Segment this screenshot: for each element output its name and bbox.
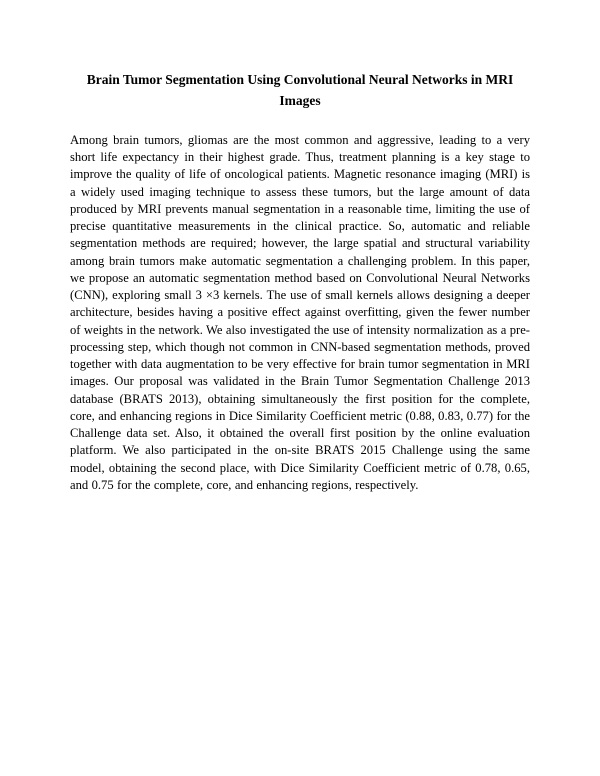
abstract-text: Among brain tumors, gliomas are the most common and aggressive, leading to a very short life expectancy in their highest grade. Thus, treatment planning is a key stage to improve the quality of life of oncological patients. Magnetic resonance imaging (MRI) is a widely used imaging technique to assess these tumors, but the large amount of data produced by MRI prevents manual segmentation in a reasonable time, limiting the use of precise quantitative measurements in the clinical practice. So, automatic and reliable segmentation methods are required; however, the large spatial and structural variability among brain tumors make automatic segmentation a challenging problem. In this paper, we propose an automatic segmentation method based on Convolutional Neural Networks (CNN), exploring small 3 ×3 kernels. The use of small kernels allows designing a deeper architecture, besides having a positive effect against overfitting, given the fewer number of weights in the network. We also investigated the use of intensity normalization as a pre-processing step, which though not common in CNN-based segmentation methods, proved together with data augmentation to be very effective for brain tumor segmentation in MRI images. Our proposal was validated in the Brain Tumor Segmentation Challenge 2013 database (BRATS 2013), obtaining simultaneously the first position for the complete, core, and enhancing regions in Dice Similarity Coefficient metric (0.88, 0.83, 0.77) for the Challenge data set. Also, it obtained the overall first position by the online evaluation platform. We also participated in the on-site BRATS 2015 Challenge using the same model, obtaining the second place, with Dice Similarity Coefficient metric of 0.78, 0.65, and 0.75 for the complete, core, and enhancing regions, respectively. [70, 132, 530, 492]
paper-title: Brain Tumor Segmentation Using Convolutional Neural Networks in MRI Images [86, 72, 514, 108]
